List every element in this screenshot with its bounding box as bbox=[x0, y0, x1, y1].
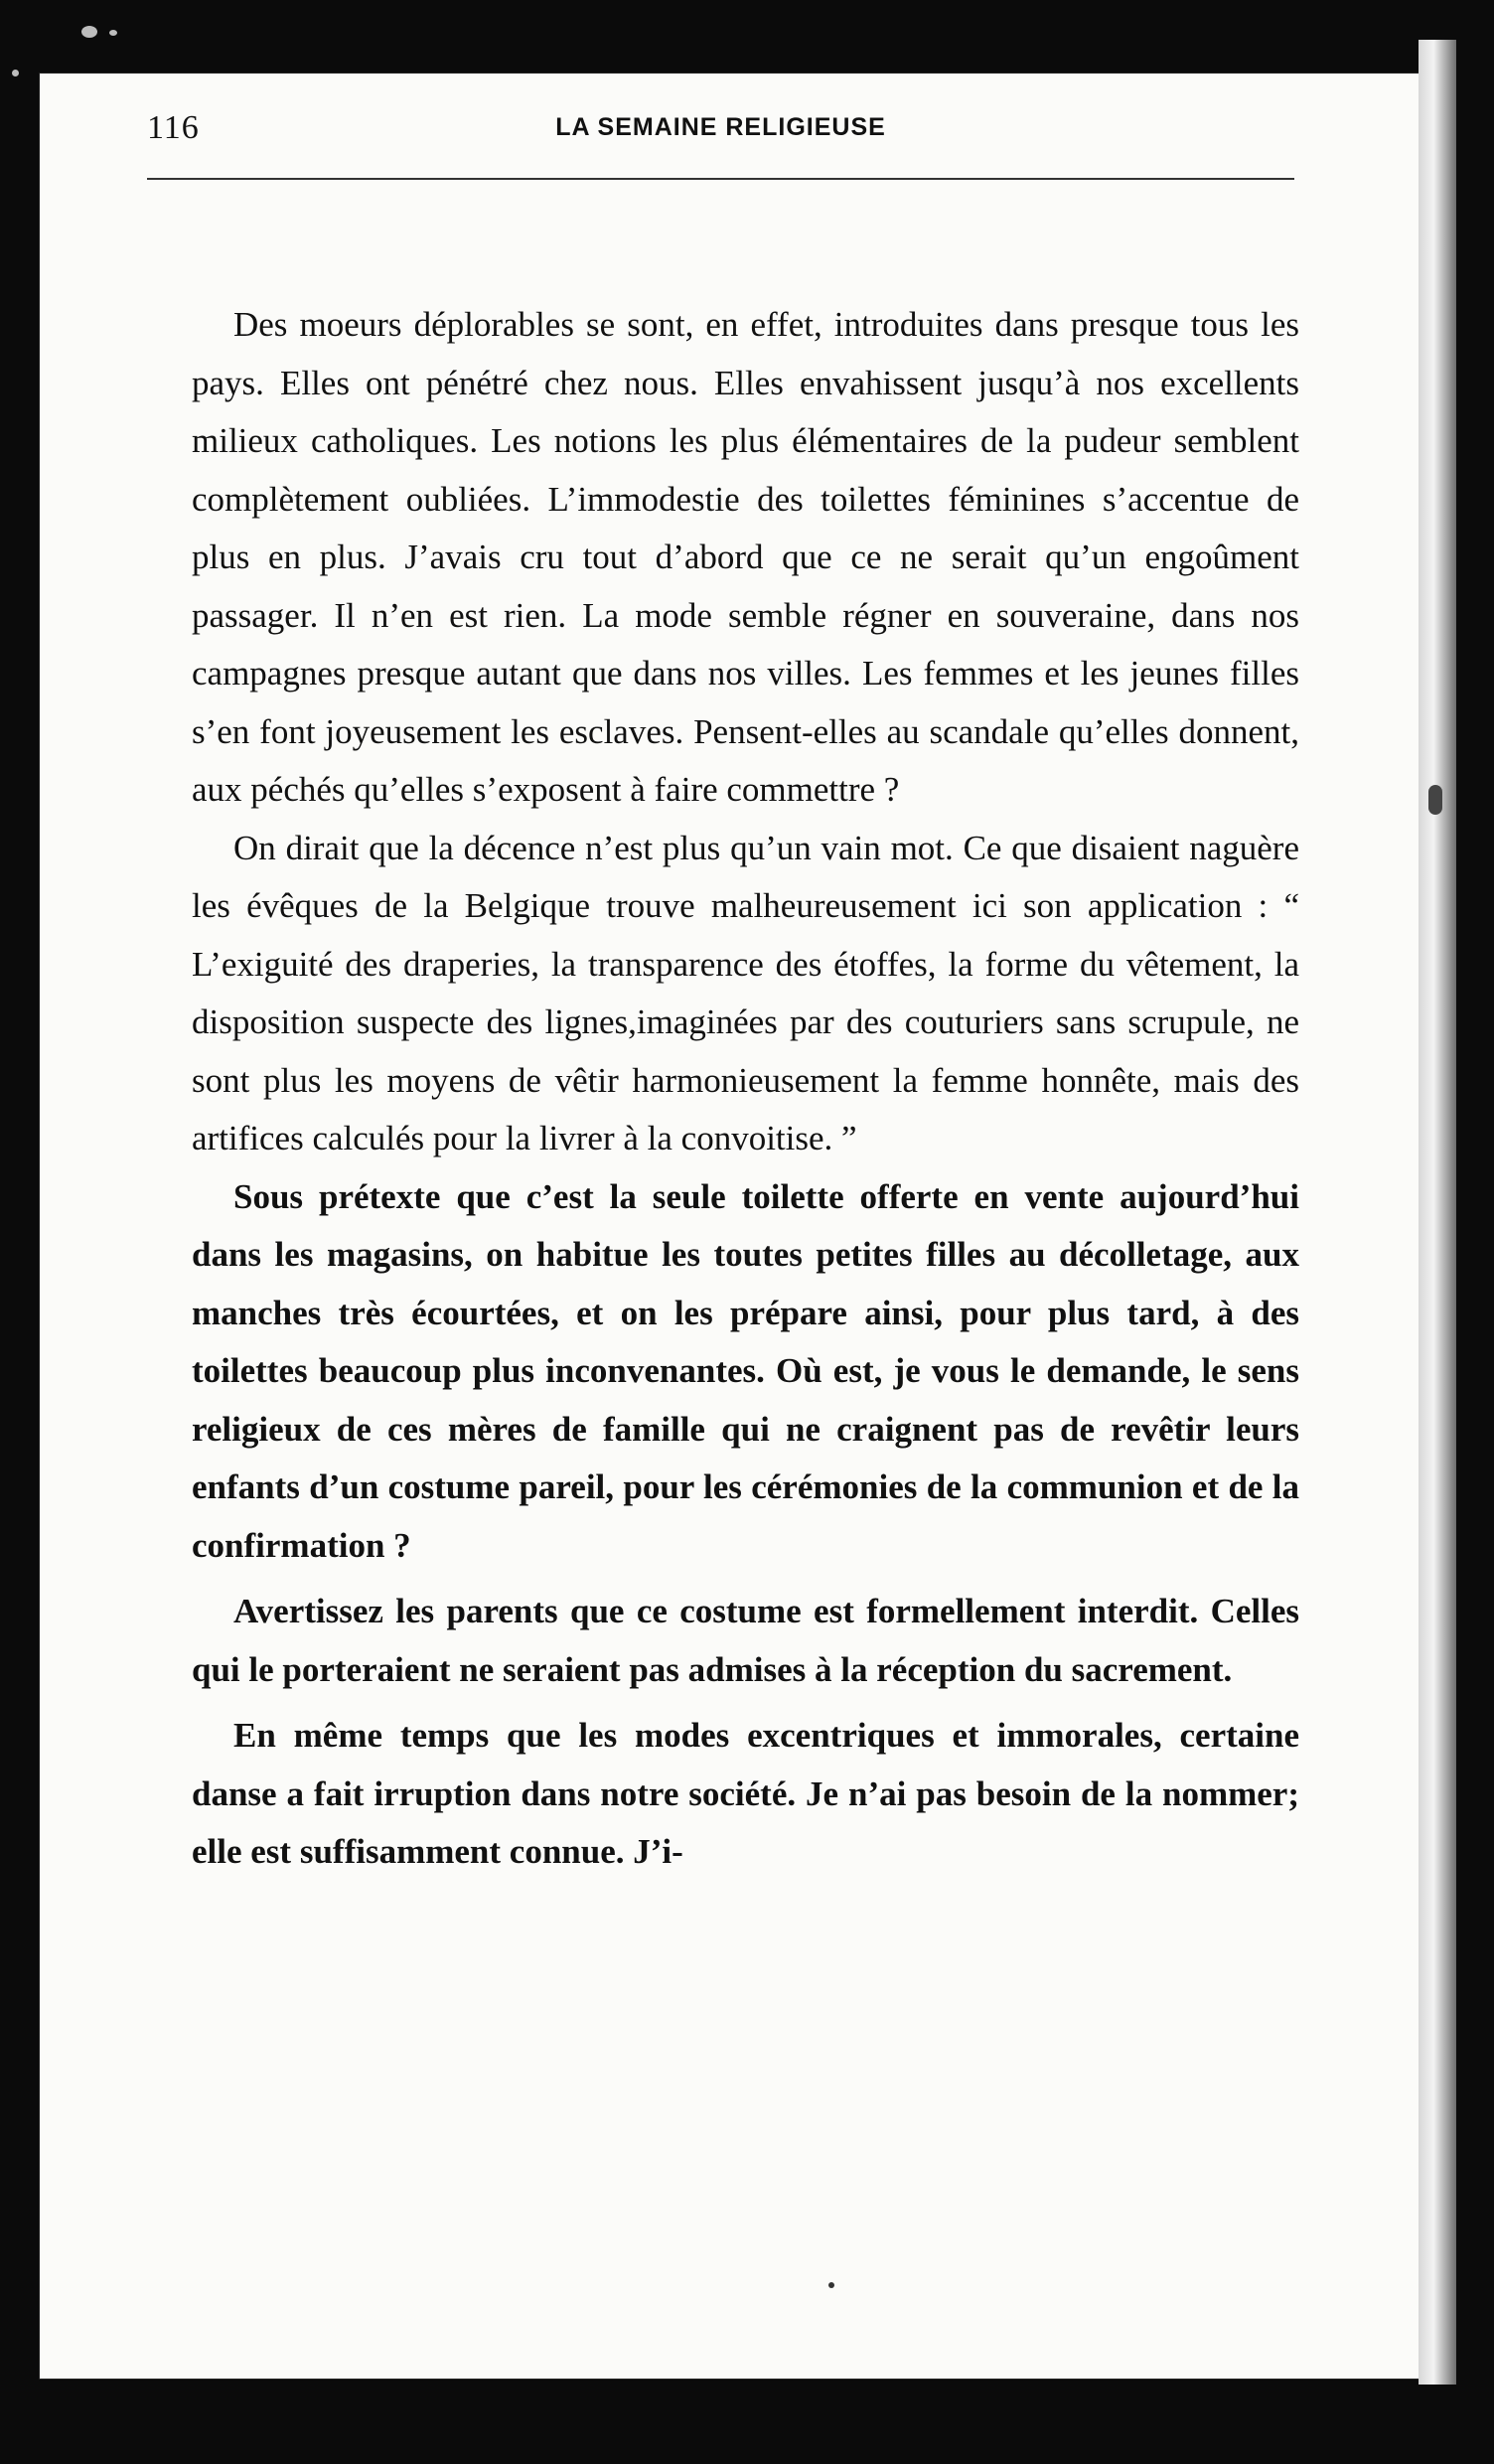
binding-mark bbox=[1428, 785, 1442, 815]
page-speck bbox=[828, 2282, 834, 2288]
page-header bbox=[147, 109, 1294, 179]
paragraph: En même temps que les modes excentriques et immorales, certaine danse a fait irruption dans notre société. Je n’ai pas besoin de la nommer; elle est suffisamment connue. J’i- bbox=[192, 1716, 1299, 1871]
body-text bbox=[192, 296, 1299, 1882]
page-number: 116 bbox=[147, 109, 200, 146]
running-title: LA SEMAINE RELIGIEUSE bbox=[555, 113, 886, 141]
paragraph: Avertissez les parents que ce costume est formellement interdit. Celles qui le porteraient ne seraient pas admises à la réception du sacrement. bbox=[192, 1592, 1299, 1689]
page-edge-shadow bbox=[1419, 40, 1456, 2385]
scan-speck bbox=[109, 30, 117, 36]
scan-speck bbox=[81, 26, 97, 38]
scan-speck bbox=[12, 70, 19, 77]
header-rule bbox=[147, 178, 1294, 180]
paragraph: Des moeurs déplorables se sont, en effet, introduites dans presque tous les pays. Elles ont pénétré chez nous. Elles envahissent jusqu’à nos excellents milieux catholiques. Les notions les plus élémentaires de la pudeur semblent complètement oubliées. L’immodestie des toilettes féminines s’accentue de plus en plus. J’avais cru tout d’abord que ce ne serait qu’un engoûment passager. Il n’en est rien. La mode semble régner en souveraine, dans nos campagnes presque autant que dans nos villes. Les femmes et les jeunes filles s’en font joyeusement les esclaves. Pensent-elles au scandale qu’elles donnent, aux péchés qu’elles s’exposent à faire commettre ? bbox=[192, 305, 1299, 809]
paragraph: Sous prétexte que c’est la seule toilette offerte en vente aujourd’hui dans les magasins, on habitue les toutes petites filles au décolletage, aux manches très écourtées, et on les prépare ainsi, pour plus tard, à des toilettes beaucoup plus inconvenantes. Où est, je vous le demande, le sens religieux de ces mères de famille qui ne craignent pas de revêtir leurs enfants d’un costume pareil, pour les cérémonies de la communion et de la confirmation ? bbox=[192, 1176, 1299, 1565]
paragraph: On dirait que la décence n’est plus qu’un vain mot. Ce que disaient naguère les évêques de la Belgique trouve malheureusement ici son application : “ L’exiguité des draperies, la transparence des étoffes, la forme du vêtement, la disposition suspecte des lignes,imaginées par des couturiers sans scrupule, ne sont plus les moyens de vêtir harmonieusement la femme honnête, mais des artifices calculés pour la livrer à la convoitise. ” bbox=[192, 828, 1299, 1157]
